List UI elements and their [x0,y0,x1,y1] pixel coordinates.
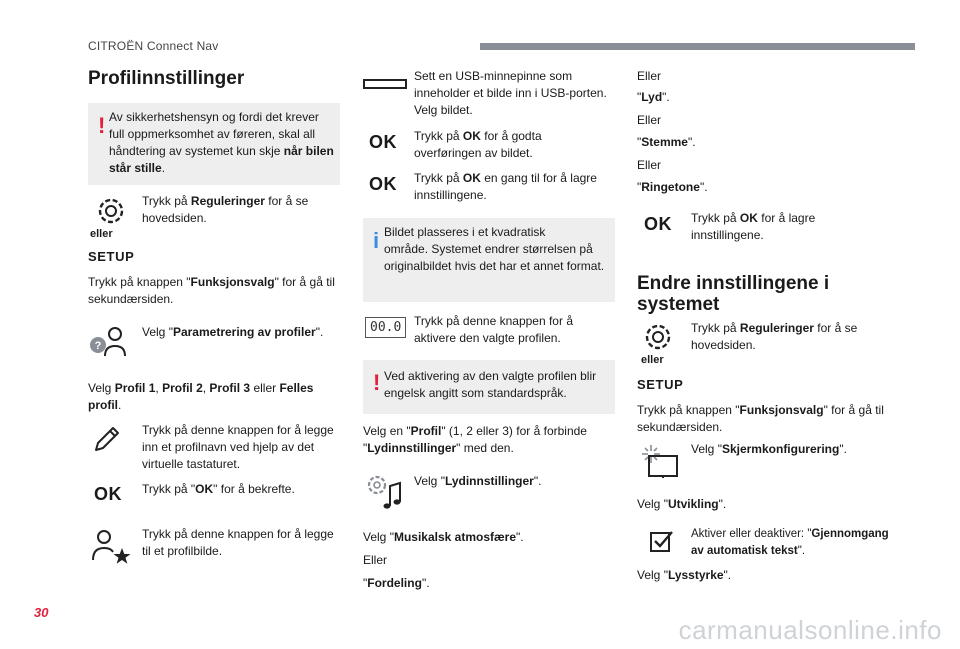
info-box [363,218,615,302]
or-text: Eller [637,113,662,127]
option-fordeling: "Fordeling". [363,576,430,590]
section-title-system: Endre innstillingene i systemet [637,273,830,315]
step-ok-save: Trykk på OK en gang til for å lagre innstillingene. [414,171,597,202]
warning-icon: ! [98,113,106,138]
audio-settings-icon [366,474,404,510]
info-line: område. Systemet endrer størrelsen på [384,242,593,256]
watermark: carmanualsonline.info [678,615,942,645]
step-skjermkonfigurering: Velg "Skjermkonfigurering". [691,442,847,456]
setup-button-label: SETUP [88,249,135,264]
warning-emphasis: står stille [109,161,162,175]
step-parametrering: Velg "Parametrering av profiler". [142,325,324,339]
ok-button-label: OK [644,214,672,234]
step-profile-name: Trykk på denne knappen for å legge inn et profilnavn ved hjelp av det virtuelle tastaturet. [142,423,334,471]
step-select-profile: Velg en "Profil" (1, 2 eller 3) for å forbinde "Lydinnstillinger" med den. [363,424,587,455]
step-profile-image: Trykk på denne knappen for å legge til et profilbilde. [142,527,334,558]
step-velg-profil: Velg Profil 1, Profil 2, Profil 3 eller Felles profil. [88,381,314,412]
step-funksjonsvalg: Trykk på knappen "Funksjonsvalg" for å gå til sekundærsiden. [637,403,884,434]
header-bar [480,43,915,50]
ok-button-label: OK [94,484,122,504]
warning-emphasis: når bilen [283,144,334,158]
step-musikalsk: Velg "Musikalsk atmosfære". [363,530,524,544]
or-text: Eller [637,69,662,83]
or-label: eller [90,228,113,240]
step-funksjonsvalg: Trykk på knappen "Funksjonsvalg" for å gå til sekundærsiden. [88,275,335,306]
header-title: CITROËN Connect Nav [88,39,219,53]
ok-button-label: OK [369,174,397,194]
option-lyd: "Lyd". [637,90,670,104]
step-activate-profile: Trykk på denne knappen for å aktivere den valgte profilen. [414,314,573,345]
page-number: 30 [34,605,49,620]
step-ok-save: Trykk på OK for å lagre innstillingene. [691,211,816,242]
info-line: originalbildet hvis det har et annet format. [384,259,605,273]
profile-counter-display: 00.0 [365,317,406,338]
info-line: Bildet plasseres i et kvadratisk [384,225,546,239]
option-ringetone: "Ringetone". [637,180,708,194]
warning-line: Ved aktivering av den valgte profilen blir [384,369,597,383]
step-utvikling: Velg "Utvikling". [637,497,727,511]
option-stemme: "Stemme". [637,135,696,149]
info-icon: i [373,228,380,253]
setup-button-label: SETUP [637,377,684,392]
step-gjennomgang: Aktiver eller deaktiver: "Gjennomgang av automatisk tekst". [691,528,889,557]
pencil-icon [92,424,122,454]
or-label: eller [641,354,664,366]
safety-warning-box [88,103,340,185]
checkbox-icon [650,530,674,552]
screen-brightness-icon [639,443,681,479]
warning-line: full oppmerksomhet av føreren, skal all [109,127,316,141]
warning-line: Av sikkerhetshensyn og fordi det krever [109,110,319,124]
step-reguleringer: Trykk på Reguleringer for å se hovedsiden. [142,194,309,225]
or-text: Eller [637,158,662,172]
warning-line: . [161,161,166,175]
step-reguleringer: Trykk på Reguleringer for å se hovedsiden. [691,321,858,352]
ok-button-label: OK [369,132,397,152]
step-ok-confirm: Trykk på "OK" for å bekrefte. [142,482,295,496]
gear-icon [643,322,673,352]
warning-icon: ! [373,370,381,395]
warning-line: engelsk angitt som standardspråk. [384,386,567,400]
language-warning-box [363,360,615,414]
usb-icon [363,77,407,91]
step-usb: Sett en USB-minnepinne som inneholder et bilde inn i USB-porten. Velg bildet. [414,69,607,117]
gear-icon [96,196,126,226]
svg-text:?: ? [94,340,102,352]
or-text: Eller [363,553,388,567]
section-title-profiles: Profilinnstillinger [88,68,245,89]
step-ok-transfer: Trykk på OK for å godta overføringen av bildet. [414,129,542,160]
step-lydinnstillinger: Velg "Lydinnstillinger". [414,474,542,488]
step-lysstyrke: Velg "Lysstyrke". [637,568,732,582]
profile-question-icon [88,326,130,358]
warning-line: håndtering av systemet kun skje [109,144,284,158]
profile-star-icon [88,528,134,564]
